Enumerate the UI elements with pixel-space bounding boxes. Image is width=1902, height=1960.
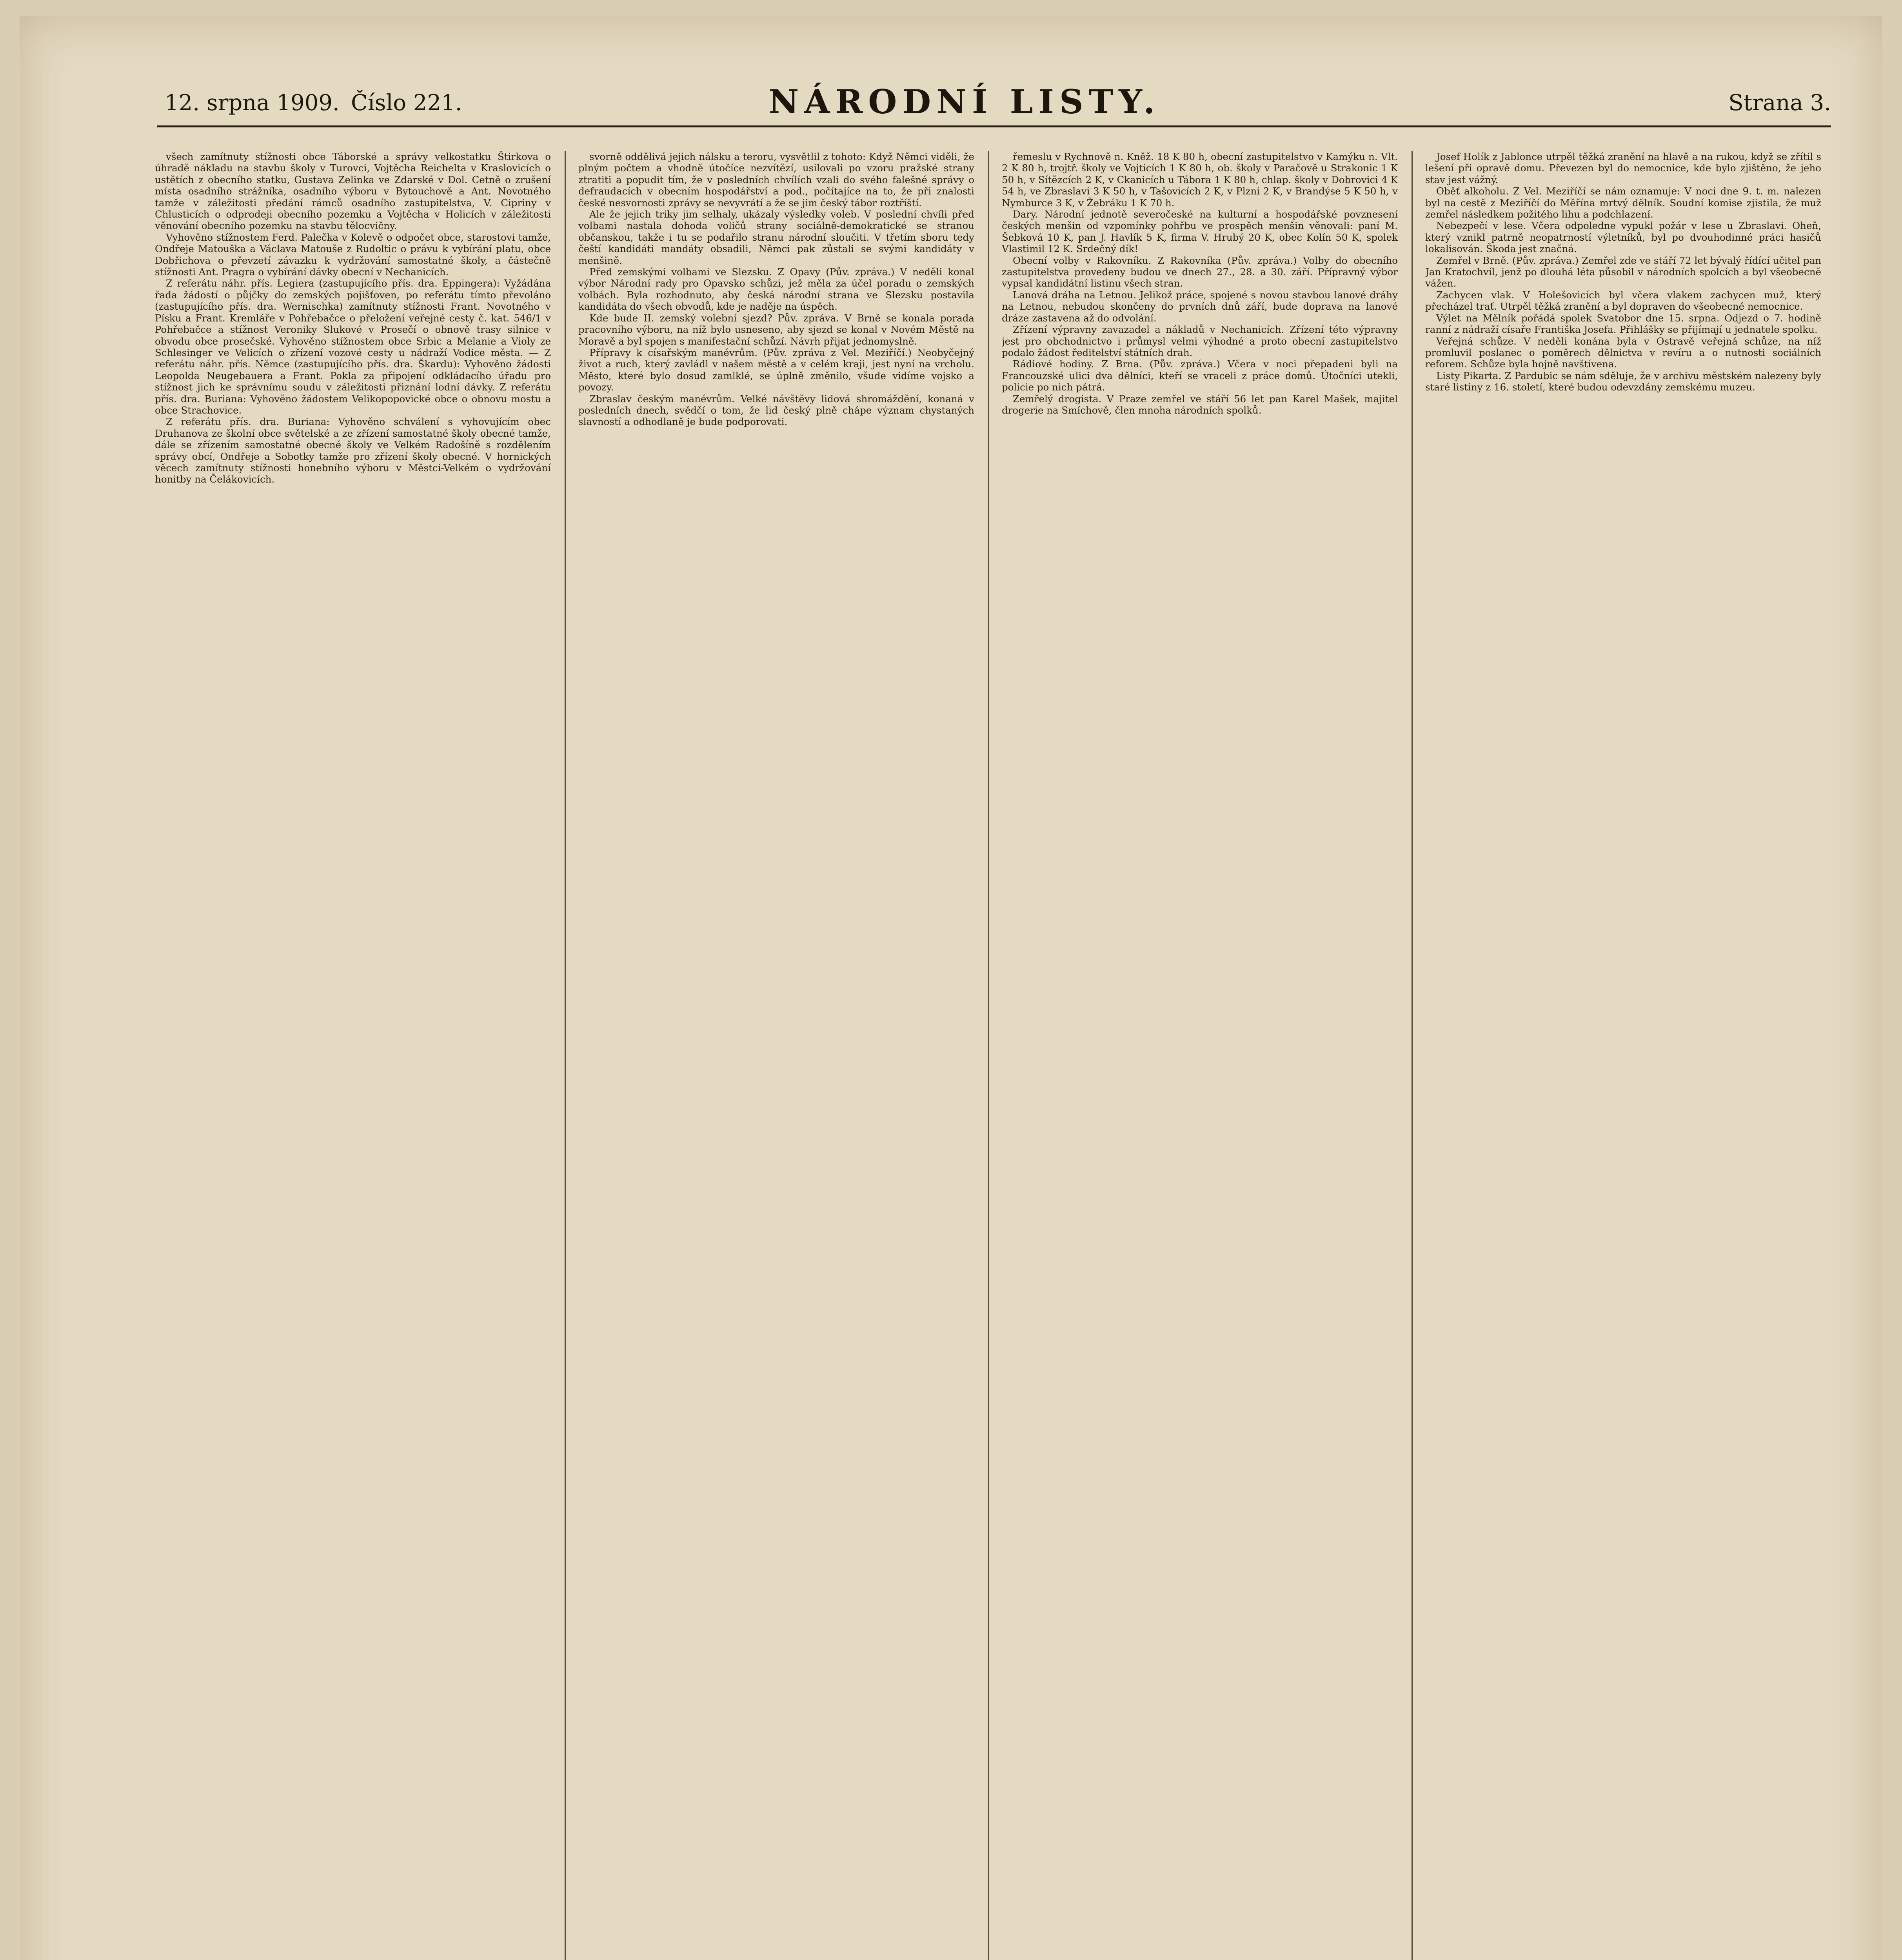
paragraph: Listy Pikarta. Z Pardubic se nám sděluje, že v archivu městském nalezeny byly staré listiny z 16. století, které budou odevzdány zemskému muzeu. (1425, 370, 1821, 393)
paragraph: Dary. Národní jednotě severočeské na kulturní a hospodářské povznesení českých menšin od vzpomínky pohřbu ve prospěch menšin věnovali: paní M. Šebková 10 K, pan J. Havlík 5 K, firma V. Hrubý 20 K, obec Kolín 50 K, spolek Vlastimil 12 K. Srdečný dík! (1002, 209, 1398, 255)
paragraph: Zachycen vlak. V Holešovicích byl včera vlakem zachycen muž, který přecházel trať. Utrpěl těžká zranění a byl dopraven do všeobecné nemocnice. (1425, 289, 1821, 312)
column-2 (578, 151, 974, 1960)
paragraph: Nebezpečí v lese. Včera odpoledne vypukl požár v lese u Zbraslavi. Oheň, který vznikl patrně neopatrností výletníků, byl po dvouhodinné práci hasičů lokalisován. Škoda jest značná. (1425, 220, 1821, 255)
paragraph: Zemřelý drogista. V Praze zemřel ve stáří 56 let pan Karel Mašek, majitel drogerie na Smíchově, člen mnoha národních spolků. (1002, 393, 1398, 416)
page-number: Strana 3. (1728, 90, 1831, 116)
article-columns (155, 151, 1841, 1960)
column-divider (565, 151, 566, 1960)
column-4 (1425, 151, 1821, 1960)
newspaper-page (20, 16, 1882, 1960)
paragraph: Ale že jejich triky jim selhaly, ukázaly výsledky voleb. V poslední chvíli před volbami nastala dohoda voličů strany sociálně-demokratické se stranou občanskou, takže i tu se podařilo stranu národní sloučiti. V třetím sboru tedy čeští kandidáti mandáty obsadili, Němci pak zůstali se svými kandidáty v menšině. (578, 209, 974, 266)
issue-number: Číslo 221. (351, 90, 462, 116)
column-3 (1002, 151, 1398, 1960)
column-divider (1412, 151, 1413, 1960)
paragraph: Vyhověno stížnostem Ferd. Palečka v Kolevě o odpočet obce, starostovi tamže, Ondřeje Matouška a Václava Matouše z Rudoltic o právu k vybírání platu, obce Dobřichova o převzetí závazku k vydržování samostatné školy, a částečně stížnosti Ant. Pragra o vybírání dávky obecní v Nechanicích. (155, 231, 551, 278)
paragraph: Rádiové hodiny. Z Brna. (Pův. zpráva.) Včera v noci přepadeni byli na Francouzské ulici dva dělníci, kteří se vraceli z práce domů. Útočníci utekli, policie po nich pátrá. (1002, 358, 1398, 393)
column-divider (988, 151, 989, 1960)
paragraph: Zemřel v Brně. (Pův. zpráva.) Zemřel zde ve stáří 72 let bývalý řídící učitel pan Jan Kratochvíl, jenž po dlouhá léta působil v národních spolcích a byl všeobecně vážen. (1425, 254, 1821, 289)
paragraph: všech zamítnuty stížnosti obce Táborské a správy velkostatku Štirkova o úhradě nákladu na stavbu školy v Turovci, Vojtěcha Reichelta v Kraslovicích o ustětích z obecního statku, Gustava Zelinka ve Zdarské v Dol. Cetně o zrušení místa osadního strážníka, osadního výboru v Bytouchově a Ant. Novotného tamže v záležitosti předání rámců osadního zastupitelstva, V. Cipriny v Chlusticích o odprodeji obecního pozemku a Vojtěcha v Holicích v záležitosti věnování obecního pozemku na stavbu tělocvičny. (155, 151, 551, 232)
paragraph: Zbraslav českým manévrům. Velké návštěvy lidová shromáždění, konaná v posledních dnech, svědčí o tom, že lid český plně chápe význam chystaných slavností a odhodlaně je bude podporovati. (578, 393, 974, 428)
paragraph: Z referátu náhr. přís. Legiera (zastupujícího přís. dra. Eppingera): Vyžádána řada žádostí o půjčky do zemských pojišťoven, po referátu tímto převoláno (zastupujícího přís. dra. Wernischka) zamítnuty stížnosti Frant. Novotného v Písku a Frant. Kremláře v Pohřebačce o přeložení veřejné cesty č. kat. 546/1 v Pohřebačce a stížnost Veroniky Slukové v Prosečí o obnově trasy silnice v obvodu obce prosečské. Vyhověno stížnostem obce Srbic a Melanie a Violy ze Schlesinger ve Velicích o zřízení vozové cesty u nádraží Vodice města. — Z referátu náhr. přís. Němce (zastupujícího přís. dra. Škardu): Vyhověno žádosti Leopolda Neugebauera a Frant. Pokla za připojení odkládacího úřadu pro stížnost jich ke správnímu soudu v záležitosti přiznání lodní dávky. Z referátu přís. dra. Buriana: Vyhověno žádostem Velikopopovické obce o obnovu mostu a obce Strachovice. (155, 278, 551, 416)
paragraph: svorně oddělivá jejich nálsku a teroru, vysvětlil z tohoto: Když Němci viděli, že plným počtem a vhodně útočíce nezvítězí, usilovali po vzoru pražské strany ztratiti a popudit tím, že v posledních chvílích vzali do svého falešné správy o defraudacích v obecním hospodářství a pod., počítajíce na to, že při znalosti české nesvornosti zprávy se nevyvrátí a že se jim český tábor roztříští. (578, 151, 974, 209)
paragraph: Obecní volby v Rakovníku. Z Rakovníka (Pův. zpráva.) Volby do obecního zastupitelstva provedeny budou ve dnech 27., 28. a 30. září. Přípravný výbor vypsal kandidátní listinu všech stran. (1002, 254, 1398, 289)
paragraph: Lanová dráha na Letnou. Jelikož práce, spojené s novou stavbou lanové dráhy na Letnou, nebudou skončeny do prvních dnů září, bude doprava na lanové dráze zastavena až do odvolání. (1002, 289, 1398, 324)
paragraph: Z referátu přís. dra. Buriana: Vyhověno schválení s vyhovujícím obec Druhanova ze školní obce světelské a ze zřízení samostatné školy obecné tamže, dále se zřízením samostatné obecné školy ve Velkém Radošíně s rozdělením správy obcí, Ondřeje a Sobotky tamže pro zřízení školy obecné. V hornických věcech zamítnuty stížnosti honebního výboru v Městci-Velkém o vydržování honitby na Čelákovicích. (155, 416, 551, 485)
issue-date: 12. srpna 1909. (165, 90, 340, 116)
header-rule (157, 125, 1831, 127)
paragraph: Veřejná schůze. V neděli konána byla v Ostravě veřejná schůze, na níž promluvil poslanec o poměrech dělnictva v revíru a o nutnosti sociálních reforem. Schůze byla hojně navštívena. (1425, 335, 1821, 370)
paragraph: Josef Holík z Jablonce utrpěl těžká zranění na hlavě a na rukou, když se zřítil s lešení při opravě domu. Převezen byl do nemocnice, kde bylo zjištěno, že jeho stav jest vážný. (1425, 151, 1821, 185)
paragraph: Kde bude II. zemský volební sjezd? Pův. zpráva. V Brně se konala porada pracovního výboru, na níž bylo usneseno, aby sjezd se konal v Novém Městě na Moravě a byl spojen s manifestační schůzí. Návrh přijat jednomyslně. (578, 312, 974, 347)
paragraph: Před zemskými volbami ve Slezsku. Z Opavy (Pův. zpráva.) V neděli konal výbor Národní rady pro Opavsko schůzi, jež měla za účel poradu o zemských volbách. Byla rozhodnuto, aby česká národní strana ve Slezsku postavila kandidáta do všech obvodů, kde je naděje na úspěch. (578, 266, 974, 312)
masthead (98, 80, 1831, 139)
paragraph: Přípravy k císařským manévrům. (Pův. zpráva z Vel. Meziříčí.) Neobyčejný život a ruch, který zavládl v našem městě a v celém kraji, jest nyní na vrcholu. Město, které bylo dosud zamlklé, se úplně změnilo, všude vidíme vojsko a povozy. (578, 347, 974, 393)
newspaper-title: NÁRODNÍ LISTY. (768, 82, 1161, 121)
paragraph: řemeslu v Rychnově n. Kněž. 18 K 80 h, obecní zastupitelstvo v Kamýku n. Vlt. 2 K 80 h, trojtř. školy ve Vojticích 1 K 80 h, ob. školy v Paračově u Strakonic 1 K 50 h, v Sítězcích 2 K, v Ckanicích u Tábora 1 K 80 h, chlap. školy v Dobrovici 4 K 54 h, ve Zbraslavi 3 K 50 h, v Tašovicích 2 K, v Plzni 2 K, v Brandýse 5 K 50 h, v Nymburce 3 K, v Žebráku 1 K 70 h. (1002, 151, 1398, 209)
paragraph: Zřízení výpravny zavazadel a nákladů v Nechanicích. Zřízení této výpravny jest pro obchodnictvo i průmysl velmi výhodné a proto obecní zastupitelstvo podalo žádost ředitelství státních drah. (1002, 324, 1398, 358)
paragraph: Výlet na Mělník pořádá spolek Svatobor dne 15. srpna. Odjezd o 7. hodině ranní z nádraží císaře Františka Josefa. Přihlášky se přijímají u jednatele spolku. (1425, 312, 1821, 336)
column-1 (155, 151, 551, 1960)
paragraph: Oběť alkoholu. Z Vel. Meziříčí se nám oznamuje: V noci dne 9. t. m. nalezen byl na cestě z Meziříčí do Měřína mrtvý dělník. Soudní komise zjistila, že muž zemřel následkem požitého lihu a podchlazení. (1425, 185, 1821, 220)
